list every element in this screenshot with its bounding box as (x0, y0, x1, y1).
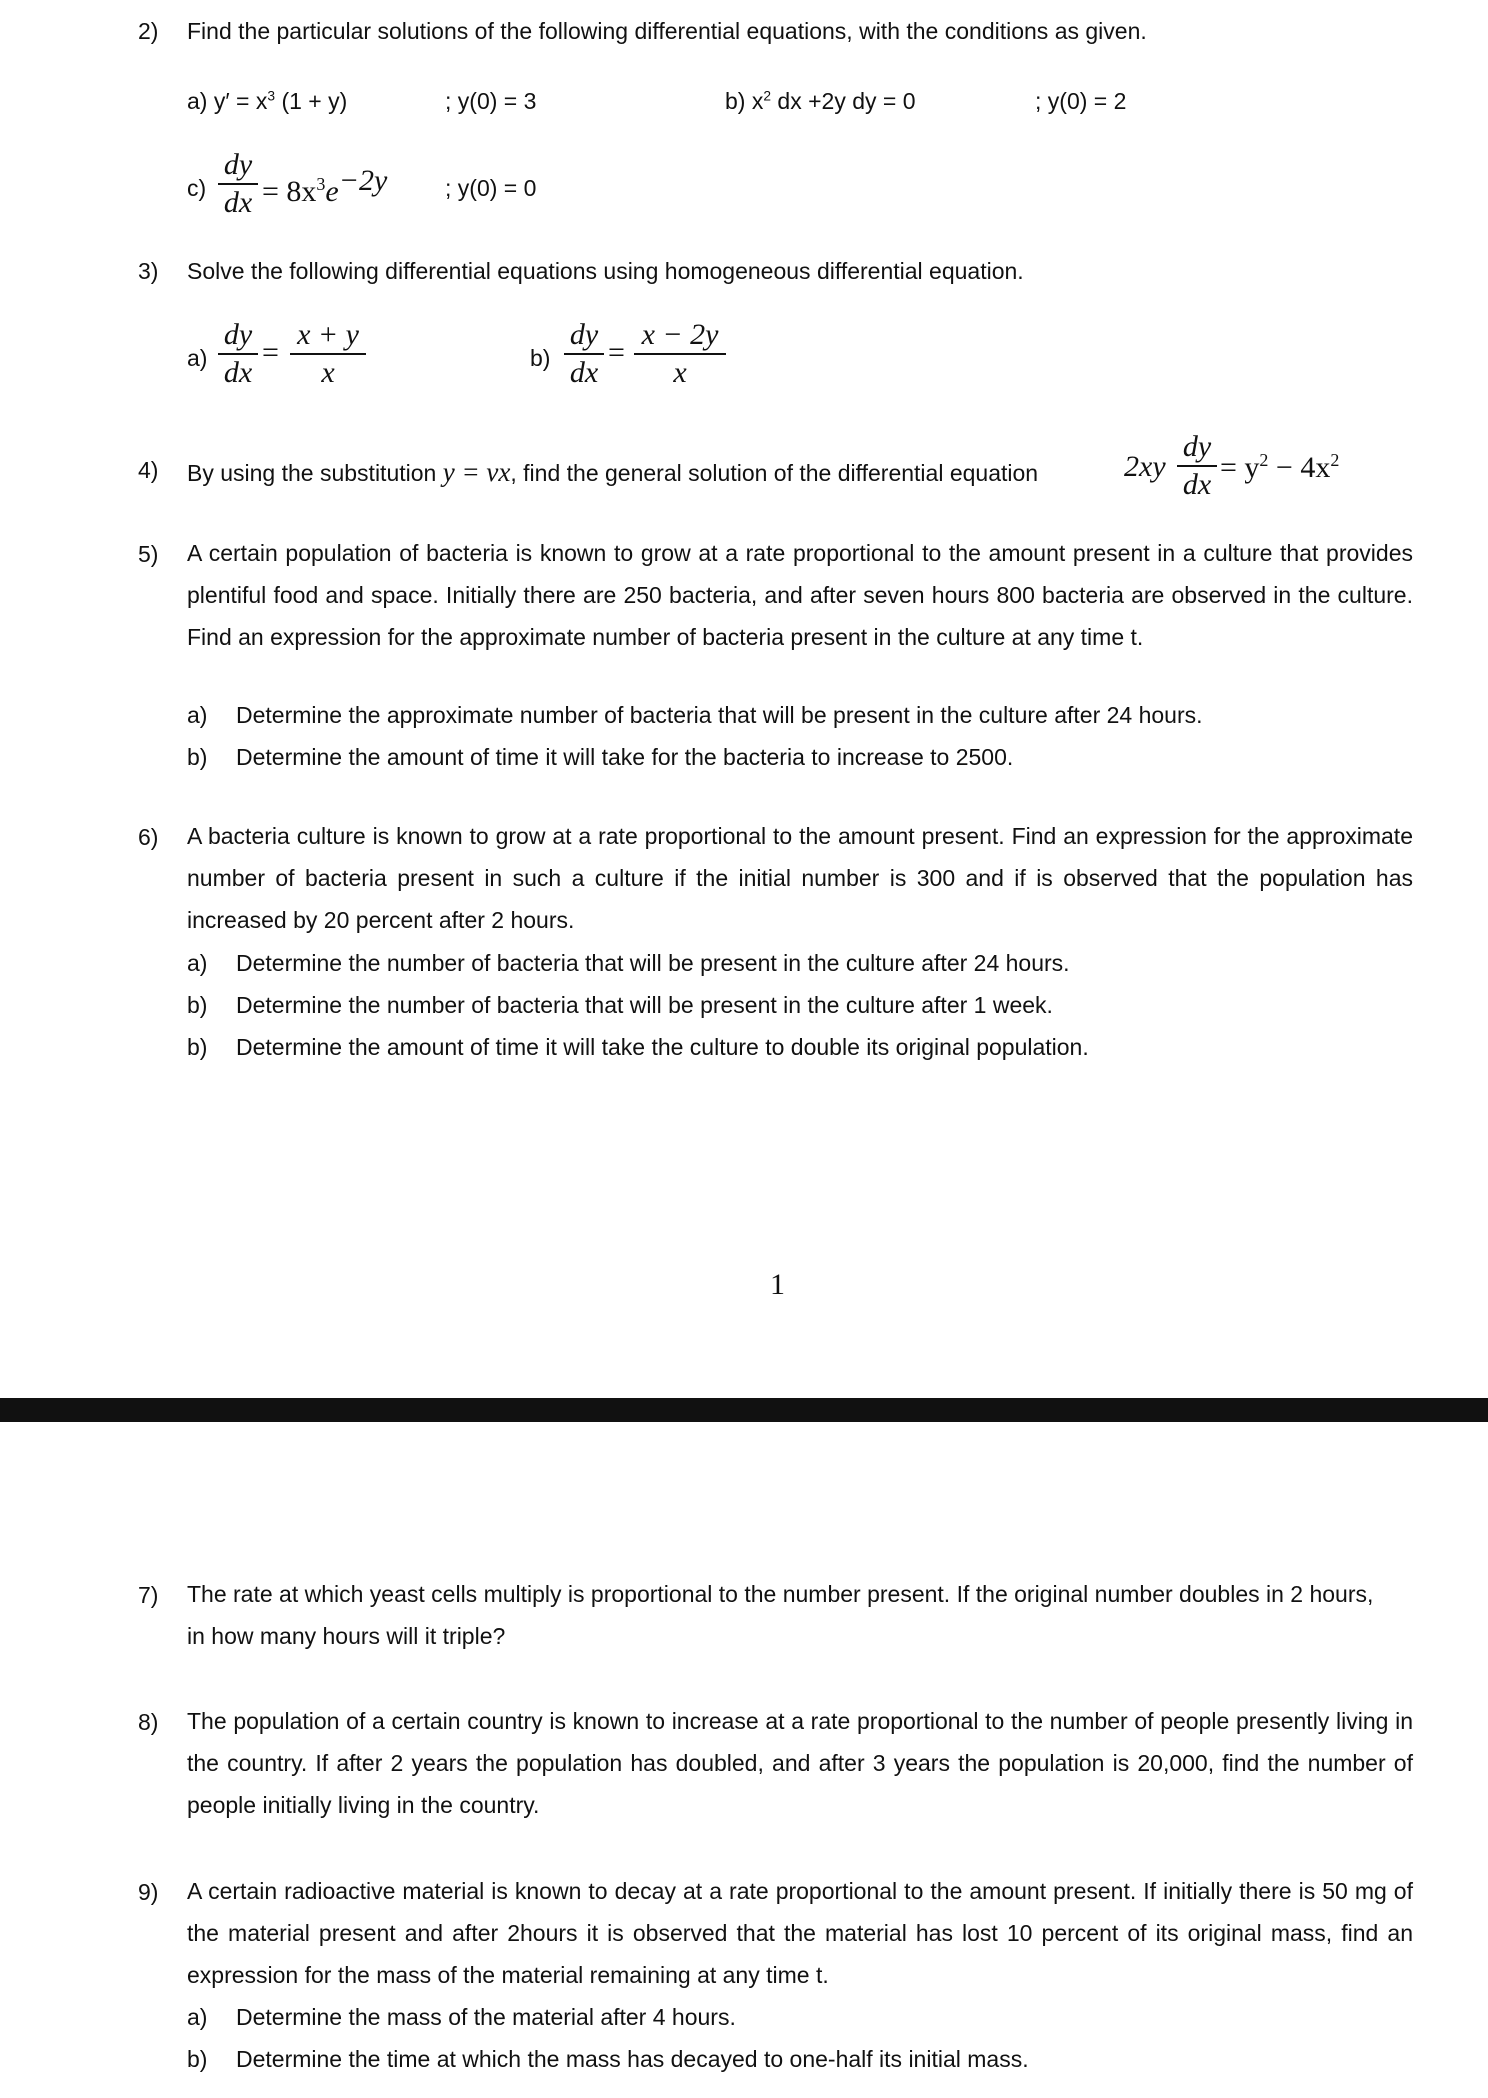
equals-sign: = (608, 336, 625, 369)
equation-3a-label: a) (187, 345, 208, 371)
fraction-dy-dx: dy dx (218, 148, 258, 220)
equation-rhs: = $y^2 - 4x^2$ (1220, 450, 1340, 484)
question-number: 6) (138, 824, 159, 850)
question-number: 7) (138, 1582, 159, 1608)
question-text: The population of a certain country is known to increase at a rate proportional to the number of people presently living in the country. If after 2 years the population has doubled, and after 3 years the population is 20,000, find the number of people initially living in the country. (187, 1708, 1413, 1818)
page-divider (0, 1398, 1488, 1422)
condition-2a: ; y(0) = 3 (445, 88, 537, 114)
question-text: A certain population of bacteria is known to grow at a rate proportional to the amount present in a culture that provides plentiful food and space. Initially there are 250 bacteria, and after seven hours 800 bacteria are observed in the culture. Find an expression for the approximate number of bacteria present in the culture at any time t. (187, 540, 1413, 650)
question-number: 4) (138, 457, 159, 483)
fraction-rhs-3b: x − 2y x (634, 318, 726, 390)
question-number: 5) (138, 541, 159, 567)
fraction-rhs-3a: x + y x (290, 318, 366, 390)
equals-sign: = (262, 336, 279, 369)
question-text: By using the substitution y = vx, find the general solution of the differential equation (187, 457, 1039, 487)
fraction-dy-dx: dy dx (218, 318, 258, 390)
question-number: 3) (138, 258, 159, 284)
equation-2b: b) $x^2$ dx +2y dy = 0 (725, 88, 916, 114)
equation-3b-label: b) (530, 345, 551, 371)
page-number: 1 (770, 1268, 785, 1301)
equation-lhs: 2xy (1124, 450, 1166, 483)
question-text: A certain radioactive material is known to decay at a rate proportional to the amount present. If initially there is 50 mg of the material present and after 2hours it is observed that the material has lost 10 percent of its original mass, find an expression for the mass of the material remaining at any time t. (187, 1878, 1413, 1988)
condition-2b: ; y(0) = 2 (1035, 88, 1127, 114)
question-number: 9) (138, 1879, 159, 1905)
question-text: Solve the following differential equations using homogeneous differential equation. (187, 258, 1024, 284)
equation-2c-label: c) (187, 175, 207, 201)
question-text: Find the particular solutions of the following differential equations, with the conditions as given. (187, 18, 1147, 44)
question-text: A bacteria culture is known to grow at a rate proportional to the amount present. Find an expression for the approximate number of bacteria present in such a culture if the initial number is 300 and if is observed that the population has increased by 20 percent after 2 hours. (187, 823, 1413, 933)
question-number: 8) (138, 1709, 159, 1735)
question-number: 2) (138, 18, 159, 44)
fraction-dy-dx: dy dx (564, 318, 604, 390)
condition-2c: ; y(0) = 0 (445, 175, 537, 201)
fraction-dy-dx: dy dx (1177, 430, 1217, 502)
equation-2a: a) $y' = x^3$ (1 + y) (187, 88, 348, 114)
equation-2c-rhs: = $8x^3e^{-2y}$ (262, 164, 388, 208)
question-text: The rate at which yeast cells multiply is proportional to the number present. If the original number doubles in 2 hours, in how many hours will it triple? (187, 1581, 1374, 1649)
